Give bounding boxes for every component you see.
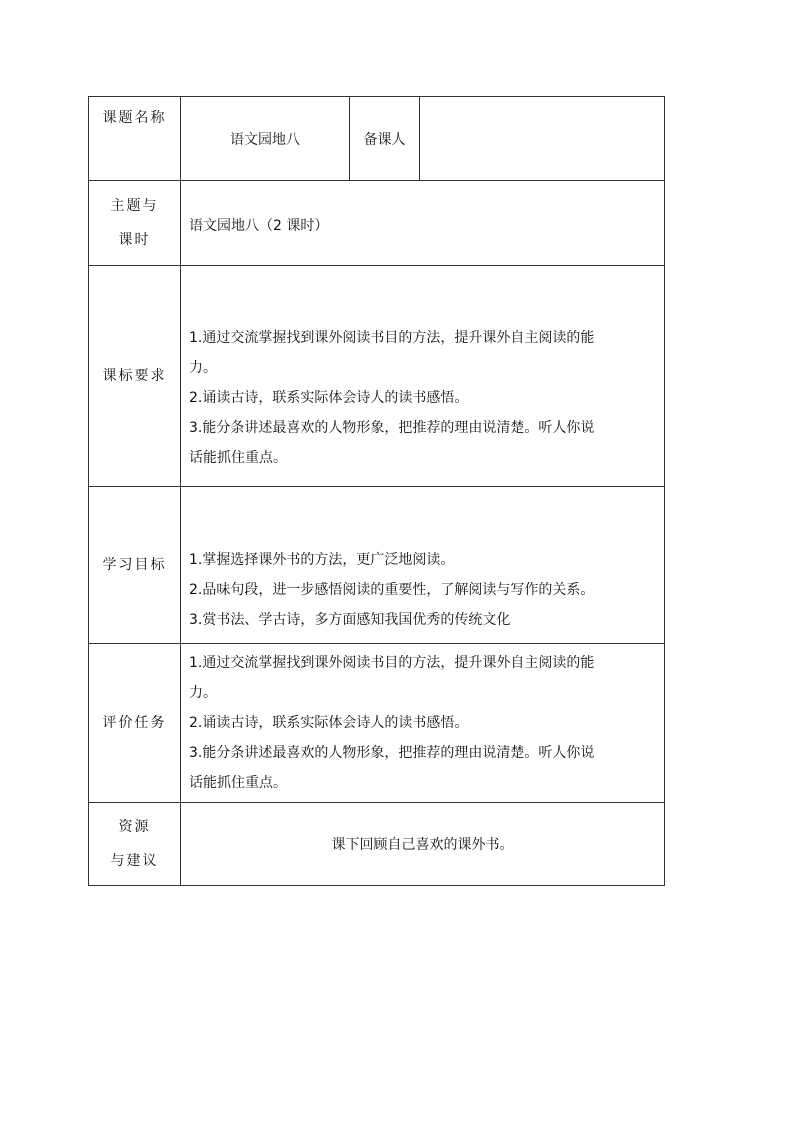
theme-label-line1: 主题与 xyxy=(110,198,159,214)
standards-line: 3.能分条讲述最喜欢的人物形象，把推荐的理由说清楚。听人你说 xyxy=(189,420,595,436)
resources-value: 课下回顾自己喜欢的课外书。 xyxy=(331,837,514,853)
lesson-plan-table xyxy=(88,96,665,886)
standards-label: 课标要求 xyxy=(102,368,167,384)
row-objectives xyxy=(89,487,665,644)
objectives-line: 3.赏书法、学古诗，多方面感知我国优秀的传统文化 xyxy=(189,612,511,628)
assessment-label: 评价任务 xyxy=(102,715,167,731)
assessment-line: 话能抓住重点。 xyxy=(189,775,287,791)
topic-value-cell xyxy=(181,97,350,181)
assessment-cell xyxy=(181,644,665,803)
objectives-label: 学习目标 xyxy=(102,557,167,573)
theme-value-cell xyxy=(181,181,665,266)
topic-value: 语文园地八 xyxy=(230,131,300,148)
objectives-cell xyxy=(181,487,665,644)
standards-line: 1.通过交流掌握找到课外阅读书目的方法，提升课外自主阅读的能 xyxy=(189,330,595,346)
standards-line: 2.诵读古诗，联系实际体会诗人的读书感悟。 xyxy=(189,390,469,406)
objectives-line: 1.掌握选择课外书的方法，更广泛地阅读。 xyxy=(189,552,455,568)
standards-label-cell xyxy=(89,266,181,487)
objectives-spacer xyxy=(189,495,654,545)
assessment-line: 3.能分条讲述最喜欢的人物形象，把推荐的理由说清楚。听人你说 xyxy=(189,745,595,761)
preparer-value-cell xyxy=(420,97,665,181)
resources-label-line2: 与建议 xyxy=(110,853,159,869)
standards-spacer xyxy=(189,279,654,323)
row-topic xyxy=(89,97,665,181)
theme-label-cell xyxy=(89,181,181,266)
resources-label-line1: 资源 xyxy=(118,819,151,835)
objectives-line: 2.品味句段，进一步感悟阅读的重要性，了解阅读与写作的关系。 xyxy=(189,582,595,598)
standards-cell xyxy=(181,266,665,487)
assessment-line: 力。 xyxy=(189,685,217,701)
row-theme xyxy=(89,181,665,266)
topic-label-cell xyxy=(89,97,181,181)
theme-label-line2: 课时 xyxy=(118,232,151,248)
assessment-line: 1.通过交流掌握找到课外阅读书目的方法，提升课外自主阅读的能 xyxy=(189,655,595,671)
preparer-label: 备课人 xyxy=(363,131,406,148)
preparer-label-cell xyxy=(350,97,420,181)
standards-line: 话能抓住重点。 xyxy=(189,450,287,466)
assessment-line: 2.诵读古诗，联系实际体会诗人的读书感悟。 xyxy=(189,715,469,731)
row-standards xyxy=(89,266,665,487)
resources-label-cell xyxy=(89,803,181,886)
standards-line: 力。 xyxy=(189,360,217,376)
row-resources xyxy=(89,803,665,886)
objectives-label-cell xyxy=(89,487,181,644)
topic-label: 课题名称 xyxy=(102,110,167,126)
assessment-label-cell xyxy=(89,644,181,803)
resources-value-cell xyxy=(181,803,665,886)
theme-value: 语文园地八（2 课时） xyxy=(189,218,329,234)
row-assessment xyxy=(89,644,665,803)
